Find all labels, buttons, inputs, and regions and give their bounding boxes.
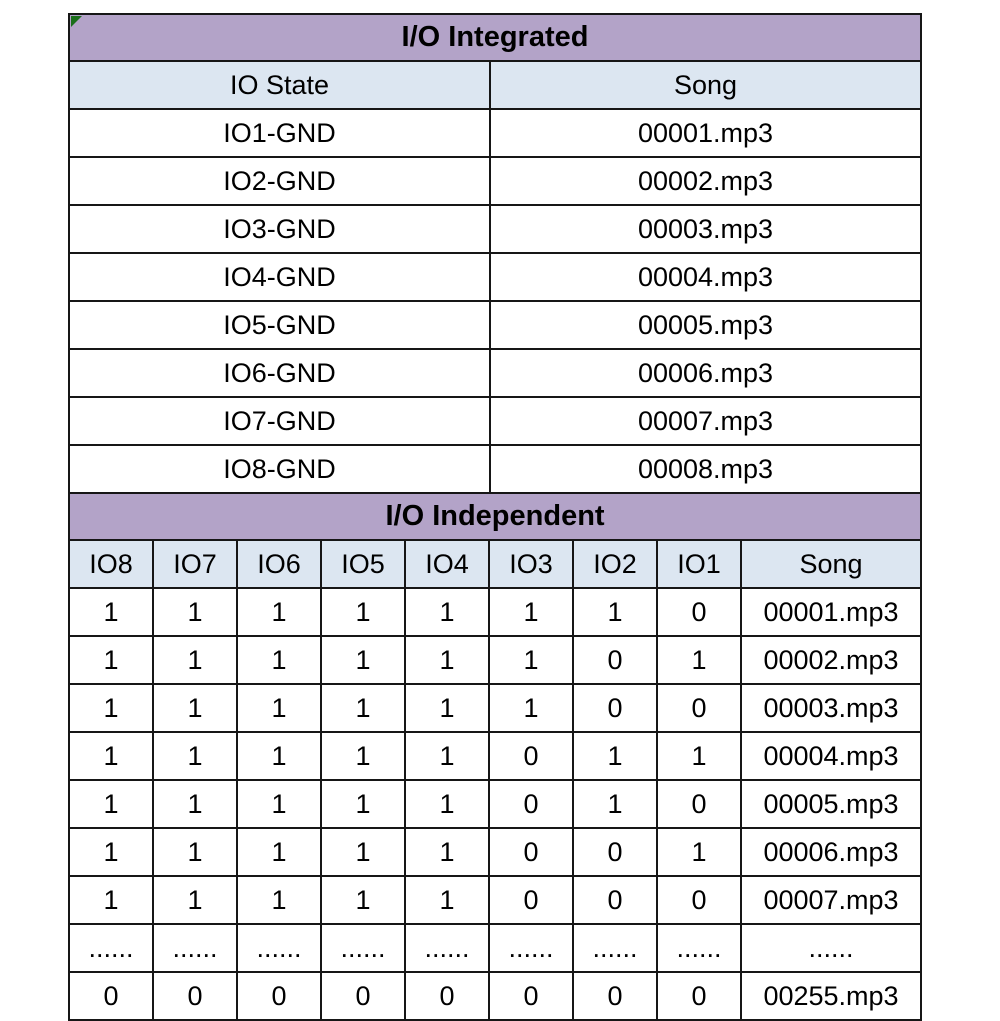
column-header-io1: IO1 [657,540,741,588]
binary-cell: 0 [237,972,321,1020]
binary-cell: 1 [405,732,489,780]
ellipsis-cell: ...... [69,924,153,972]
song-cell: 00007.mp3 [490,397,921,445]
ellipsis-cell: ...... [153,924,237,972]
binary-cell: 1 [657,636,741,684]
io-state-cell: IO2-GND [69,157,490,205]
binary-cell: 1 [153,876,237,924]
binary-cell: 1 [573,732,657,780]
ellipsis-cell: ...... [237,924,321,972]
song-cell: 00007.mp3 [741,876,921,924]
table-row [69,301,921,349]
ellipsis-cell: ...... [321,924,405,972]
table-row [69,780,921,828]
ellipsis-cell: ...... [573,924,657,972]
binary-cell: 1 [237,732,321,780]
column-header-io2: IO2 [573,540,657,588]
binary-cell: 1 [405,876,489,924]
binary-cell: 1 [153,636,237,684]
binary-cell: 1 [153,780,237,828]
table-row [69,205,921,253]
binary-cell: 0 [405,972,489,1020]
cell-error-indicator-icon [71,16,82,27]
binary-cell: 1 [405,636,489,684]
io-state-cell: IO8-GND [69,445,490,493]
binary-cell: 1 [573,588,657,636]
binary-cell: 0 [573,684,657,732]
table-row [69,636,921,684]
binary-cell: 0 [573,876,657,924]
binary-cell: 0 [321,972,405,1020]
binary-cell: 1 [489,684,573,732]
binary-cell: 0 [657,876,741,924]
song-cell: 00006.mp3 [741,828,921,876]
column-header-io8: IO8 [69,540,153,588]
binary-cell: 0 [153,972,237,1020]
song-cell: 00004.mp3 [741,732,921,780]
table-row [69,684,921,732]
binary-cell: 1 [237,876,321,924]
song-cell: 00003.mp3 [741,684,921,732]
binary-cell: 0 [657,684,741,732]
table-row [69,732,921,780]
binary-cell: 1 [321,780,405,828]
binary-cell: 1 [405,780,489,828]
song-cell: 00001.mp3 [490,109,921,157]
table-row [69,972,921,1020]
table-row [69,588,921,636]
binary-cell: 0 [657,588,741,636]
binary-cell: 1 [69,684,153,732]
io-state-cell: IO7-GND [69,397,490,445]
binary-cell: 0 [489,732,573,780]
table-row [69,109,921,157]
song-cell: 00255.mp3 [741,972,921,1020]
binary-cell: 1 [573,780,657,828]
binary-cell: 0 [657,972,741,1020]
song-cell: 00005.mp3 [741,780,921,828]
binary-cell: 1 [69,828,153,876]
ellipsis-cell: ...... [657,924,741,972]
binary-cell: 1 [321,588,405,636]
io-independent-title: I/O Independent [69,493,921,540]
binary-cell: 1 [405,828,489,876]
column-header-io3: IO3 [489,540,573,588]
binary-cell: 1 [321,876,405,924]
table-row [69,61,921,109]
table-row [69,924,921,972]
binary-cell: 1 [321,636,405,684]
binary-cell: 0 [69,972,153,1020]
column-header-io5: IO5 [321,540,405,588]
io-state-cell: IO5-GND [69,301,490,349]
song-cell: 00002.mp3 [490,157,921,205]
binary-cell: 1 [237,636,321,684]
binary-cell: 1 [69,780,153,828]
song-cell: 00008.mp3 [490,445,921,493]
binary-cell: 1 [69,636,153,684]
table-row [69,157,921,205]
song-cell: 00002.mp3 [741,636,921,684]
binary-cell: 1 [153,684,237,732]
binary-cell: 1 [153,732,237,780]
io-independent-table [68,492,922,1021]
table-row [69,445,921,493]
ellipsis-cell: ...... [405,924,489,972]
io-state-cell: IO6-GND [69,349,490,397]
binary-cell: 0 [657,780,741,828]
column-header-io-state: IO State [69,61,490,109]
table-row [69,876,921,924]
io-state-cell: IO1-GND [69,109,490,157]
binary-cell: 1 [321,828,405,876]
table-row [69,253,921,301]
table-row [69,397,921,445]
binary-cell: 1 [489,588,573,636]
table-row [69,828,921,876]
binary-cell: 1 [237,588,321,636]
binary-cell: 0 [489,972,573,1020]
song-cell: 00005.mp3 [490,301,921,349]
binary-cell: 1 [69,732,153,780]
column-header-io6: IO6 [237,540,321,588]
binary-cell: 1 [153,588,237,636]
io-integrated-table [68,13,922,494]
binary-cell: 0 [489,876,573,924]
binary-cell: 0 [573,828,657,876]
binary-cell: 0 [573,636,657,684]
io-integrated-title: I/O Integrated [69,14,921,61]
song-cell: 00001.mp3 [741,588,921,636]
binary-cell: 0 [573,972,657,1020]
table-row [69,14,921,61]
binary-cell: 1 [405,684,489,732]
binary-cell: 1 [489,636,573,684]
binary-cell: 1 [237,684,321,732]
binary-cell: 1 [321,684,405,732]
column-header-song: Song [741,540,921,588]
table-row [69,540,921,588]
column-header-io7: IO7 [153,540,237,588]
ellipsis-cell: ...... [489,924,573,972]
ellipsis-cell: ...... [741,924,921,972]
io-state-cell: IO4-GND [69,253,490,301]
binary-cell: 1 [153,828,237,876]
binary-cell: 1 [69,876,153,924]
table-row [69,493,921,540]
table-row [69,349,921,397]
binary-cell: 0 [489,828,573,876]
column-header-io4: IO4 [405,540,489,588]
binary-cell: 1 [657,828,741,876]
spreadsheet-area [68,13,920,1021]
song-cell: 00003.mp3 [490,205,921,253]
song-cell: 00006.mp3 [490,349,921,397]
binary-cell: 1 [237,780,321,828]
song-cell: 00004.mp3 [490,253,921,301]
binary-cell: 1 [657,732,741,780]
column-header-song: Song [490,61,921,109]
binary-cell: 1 [237,828,321,876]
binary-cell: 1 [69,588,153,636]
io-state-cell: IO3-GND [69,205,490,253]
binary-cell: 1 [405,588,489,636]
binary-cell: 1 [321,732,405,780]
binary-cell: 0 [489,780,573,828]
